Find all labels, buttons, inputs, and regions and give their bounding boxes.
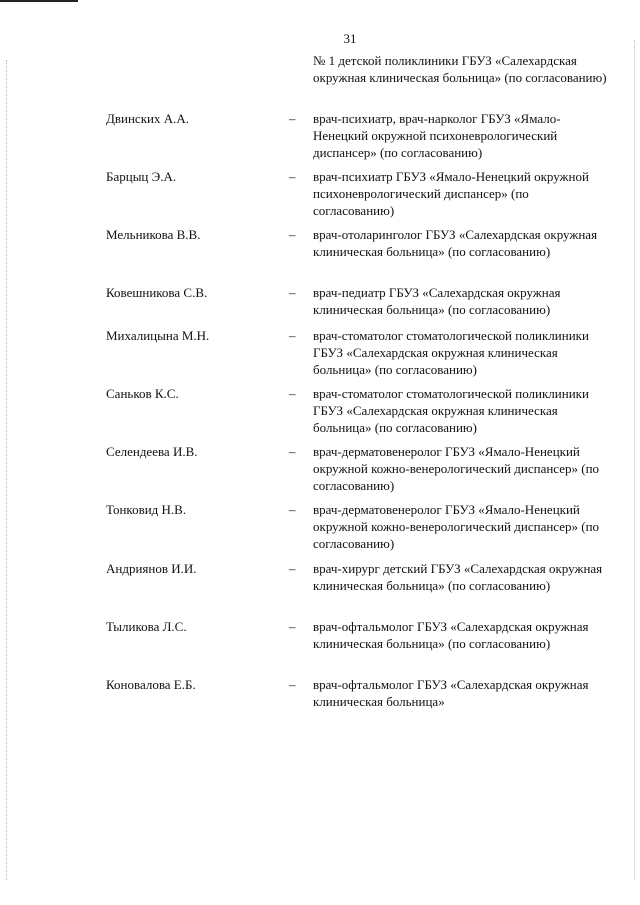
page-number: 31 [343, 31, 357, 46]
member-name: Двинских А.А. [106, 111, 189, 126]
member-name: Андриянов И.И. [106, 561, 197, 576]
continued-description: № 1 детской поликлиники ГБУЗ «Салехардская окружная клиническая больница» (по согласованию) [313, 53, 607, 85]
member-position: врач-психиатр, врач-нарколог ГБУЗ «Ямало-Ненецкий окружной психоневрологический диспансер» (по согласованию) [313, 111, 561, 160]
member-position: врач-офтальмолог ГБУЗ «Салехардская окружная клиническая больница» (по согласованию) [313, 619, 589, 651]
entry-dash: – [289, 169, 296, 184]
member-name: Михалицына М.Н. [106, 328, 210, 343]
member-position: врач-офтальмолог ГБУЗ «Салехардская окружная клиническая больница» [313, 677, 589, 709]
entry-dash: – [289, 561, 296, 576]
entry-dash: – [289, 677, 296, 692]
member-name: Коновалова Е.Б. [106, 677, 196, 692]
member-position: врач-психиатр ГБУЗ «Ямало-Ненецкий окружной психоневрологический диспансер» (по согласованию) [313, 169, 589, 218]
member-position: врач-отоларинголог ГБУЗ «Салехардская окружная клиническая больница» (по согласованию) [313, 227, 598, 259]
entry-dash: – [289, 328, 296, 343]
member-position: врач-дерматовенеролог ГБУЗ «Ямало-Ненецкий окружной кожно-венерологический диспансер» (по согласованию) [313, 502, 600, 551]
entry-dash: – [289, 227, 296, 242]
member-name: Тыликова Л.С. [106, 619, 187, 634]
member-position: врач-педиатр ГБУЗ «Салехардская окружная клиническая больница» (по согласованию) [313, 285, 561, 317]
entry-dash: – [289, 444, 296, 459]
member-position: врач-стоматолог стоматологической поликлиники ГБУЗ «Салехардская окружная клиническая больница» (по согласованию) [313, 386, 589, 435]
entry-dash: – [289, 386, 296, 401]
entry-dash: – [289, 619, 296, 634]
member-name: Ковешникова С.В. [106, 285, 208, 300]
entry-dash: – [289, 285, 296, 300]
member-name: Тонковид Н.В. [106, 502, 187, 517]
member-name: Мельникова В.В. [106, 227, 201, 242]
member-name: Барцыц Э.А. [106, 169, 177, 184]
member-position: врач-дерматовенеролог ГБУЗ «Ямало-Ненецкий окружной кожно-венерологический диспансер» (по согласованию) [313, 444, 600, 493]
right-scan-edge [634, 40, 635, 880]
member-name: Саньков К.С. [106, 386, 179, 401]
top-edge-rule [0, 0, 78, 2]
entry-dash: – [289, 111, 296, 126]
member-name: Селендеева И.В. [106, 444, 198, 459]
left-scan-edge [6, 60, 7, 880]
entry-dash: – [289, 502, 296, 517]
member-position: врач-хирург детский ГБУЗ «Салехардская окружная клиническая больница» (по согласованию) [313, 561, 603, 593]
member-position: врач-стоматолог стоматологической поликлиники ГБУЗ «Салехардская окружная клиническая больница» (по согласованию) [313, 328, 589, 377]
